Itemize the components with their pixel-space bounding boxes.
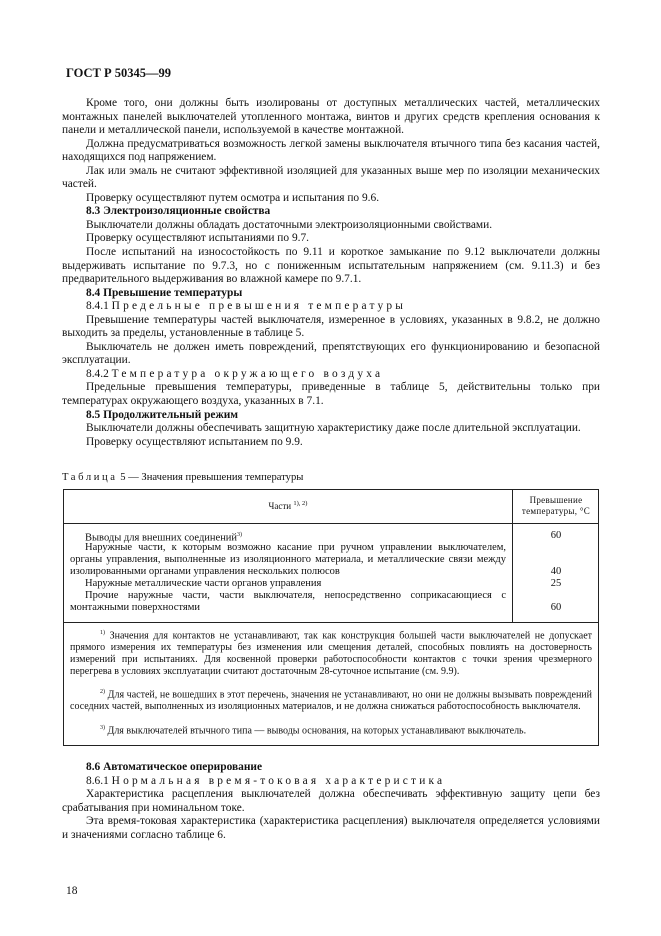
- subsection-number: 8.4.1: [86, 300, 109, 313]
- table-row-parts: Наружные части, к которым возможно касание при ручном управлении выключателем, органы управления, выполненные из изоляционного материала, и металлические связи между изолированными органами управления нескольких полюсов: [70, 542, 506, 577]
- table-footnote: $^{2)}$ Для частей, не вошедших в этот перечень, значения не устанавливают, но они не должны вызывать повреждений соседних частей, выполненных из изоляционных материалов, и не должна снижаться работоспособность выключателя.: [70, 689, 593, 713]
- table-row-value: 40: [550, 566, 562, 577]
- page-number: 18: [66, 885, 78, 897]
- table-row-value: 60: [550, 602, 562, 613]
- table-number: 5: [120, 472, 126, 483]
- table-header-divider: [64, 523, 598, 524]
- section-heading: 8.3 Электроизоляционные свойства: [86, 205, 271, 218]
- paragraph: Проверку осуществляют испытанием по 9.9.: [86, 435, 303, 448]
- table-row-value: 60: [550, 530, 562, 541]
- paragraph: Лак или эмаль не считают эффективной изоляцией для указанных выше мер по изоляции механических частей.: [62, 164, 600, 191]
- table-row-parts: Прочие наружные части, части выключателя, непосредственно соприкасающиеся с монтажными поверхностями: [70, 590, 506, 613]
- subsection-title: Температура окружающего воздуха: [111, 367, 384, 380]
- table-row-parts: Наружные металлические части органов управления: [85, 578, 322, 589]
- subsection-number: 8.6.1: [86, 774, 109, 787]
- document-header: ГОСТ Р 50345—99: [66, 66, 172, 80]
- paragraph: Выключатели должны обладать достаточными электроизоляционными свойствами.: [86, 218, 493, 231]
- paragraph: Предельные превышения температуры, приведенные в таблице 5, действительны только при температурах окружающего воздуха, указанных в 7.1.: [62, 381, 600, 408]
- table-row-parts: Выводы для внешних соединений$^{3)}$: [85, 532, 243, 544]
- table-footnote: $^{3)}$ Для выключателей втычного типа — выводы основания, на которых устанавливают выключатель.: [100, 725, 527, 737]
- column-header-temperature: Превышение температуры, °С: [521, 495, 591, 516]
- upper-text-block: [62, 97, 600, 449]
- paragraph: Выключатели должны обеспечивать защитную характеристику даже после длительной эксплуатации.: [86, 422, 581, 435]
- subsection-heading: [62, 775, 600, 789]
- paragraph: Проверку осуществляют путем осмотра и испытания по 9.6.: [86, 191, 380, 204]
- paragraph: Кроме того, они должны быть изолированы от доступных металлических частей, металлических монтажных панелей выключателей утопленного монтажа, винтов и других средств крепления основания к панели и металлической панели, используемой в качестве монтажной.: [62, 97, 600, 137]
- temperature-rise-table: [63, 489, 599, 746]
- paragraph: Проверку осуществляют испытаниями по 9.7.: [86, 232, 310, 245]
- table-footnote-divider: [64, 622, 598, 623]
- section-heading: 8.4 Превышение температуры: [86, 286, 243, 299]
- column-header-parts: Части $^{1), 2)}$: [268, 500, 308, 511]
- table-footnote: $^{1)}$ Значения для контактов не устанавливают, так как конструкция большей части выключателей не допускает прямого измерения их температуры без изменения или смещения деталей, способных повлиять на достоверность измерений при испытаниях. Для косвенной проверки работоспособности контактов с точки зрения чрезмерного перегрева в условиях эксплуатации считают достаточным 28-суточное испытание (см. 9.9).: [70, 630, 593, 677]
- table-caption-text: — Значения превышения температуры: [128, 472, 304, 483]
- paragraph: Превышение температуры частей выключателя, измеренное в условиях, указанных в 9.8.2, не должно выходить за пределы, установленные в таблице 5.: [62, 313, 600, 340]
- table-label: Таблица: [62, 472, 118, 483]
- lower-text-block: [62, 761, 600, 842]
- section-heading: 8.5 Продолжительный режим: [86, 408, 239, 421]
- paragraph: После испытаний на износостойкость по 9.11 и короткое замыкание по 9.12 выключатели должны выдерживать испытание по 9.7.3, но с пониженным испытательным напряжением (см. 9.11.3) и без предварительного выдерживания во влажной камере по 9.7.1.: [62, 246, 600, 286]
- paragraph: Выключатель не должен иметь повреждений, препятствующих его функционированию и безопасной эксплуатации.: [62, 340, 600, 367]
- table-row-value: 25: [550, 578, 562, 589]
- subsection-number: 8.4.2: [86, 367, 109, 380]
- paragraph: Характеристика расцепления выключателей должна обеспечивать эффективную защиту цепи без срабатывания при номинальном токе.: [62, 788, 600, 814]
- paragraph: Эта время-токовая характеристика (характеристика расцепления) выключателя определяется условиями и значениями согласно таблице 6.: [62, 815, 600, 841]
- paragraph: Должна предусматриваться возможность легкой замены выключателя втычного типа без касания частей, находящихся под напряжением.: [62, 137, 600, 164]
- section-heading: 8.6 Автоматическое оперирование: [86, 761, 263, 773]
- table-caption: [62, 472, 303, 483]
- subsection-heading: [62, 300, 600, 314]
- subsection-title: Нормальная время-токовая характеристика: [111, 774, 446, 787]
- subsection-heading: [62, 368, 600, 382]
- subsection-title: Предельные превышения температуры: [111, 300, 407, 313]
